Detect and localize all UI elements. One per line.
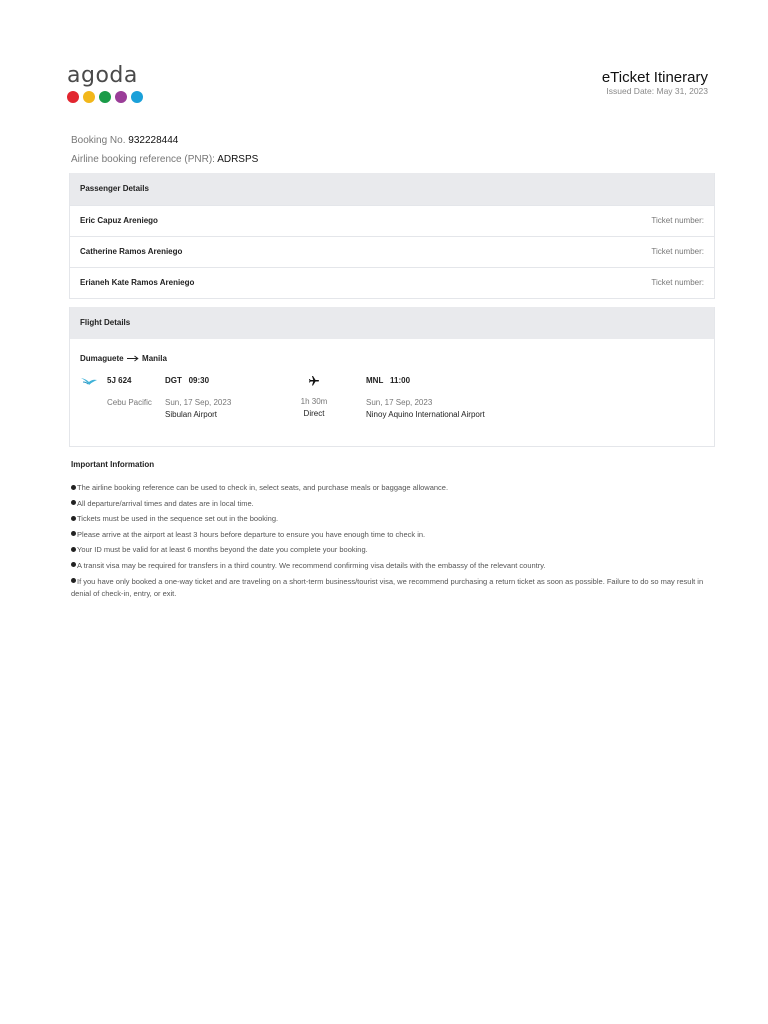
airplane-icon (308, 375, 320, 387)
info-text: Your ID must be valid for at least 6 months beyond the date you complete your booking. (77, 545, 368, 555)
info-text: All departure/arrival times and dates are in local time. (77, 498, 254, 508)
logo-dot-red (67, 91, 79, 103)
arrival-time: 11:00 (390, 376, 411, 385)
flight-duration: 1h 30m (300, 397, 328, 406)
airline-name: Cebu Pacific (107, 398, 152, 407)
info-list-item (71, 513, 711, 525)
page-title: eTicket Itinerary (601, 69, 708, 86)
pnr-value: ADRSPS (217, 154, 259, 165)
ticket-number-label: Ticket number: (651, 247, 704, 256)
passenger-name: Erianeh Kate Ramos Areniego (80, 278, 195, 287)
bullet-icon (71, 500, 76, 505)
info-text: A transit visa may be required for transfers in a third country. We recommend confirming visa details with the embassy of the relevant country. (77, 560, 546, 570)
ticket-number-label: Ticket number: (651, 278, 704, 287)
arrival-date: Sun, 17 Sep, 2023 (366, 398, 433, 407)
logo-dot-purple (115, 91, 127, 103)
route-destination: Manila (142, 354, 167, 363)
departure-airport: Sibulan Airport (165, 410, 218, 419)
flight-details-heading: Flight Details (70, 307, 714, 339)
info-list-item (71, 482, 711, 494)
departure-time: 09:30 (188, 376, 210, 385)
info-list-item (71, 576, 711, 600)
pnr-row (71, 150, 258, 169)
flight-number: 5J 624 (107, 376, 132, 385)
agoda-logo (67, 64, 149, 106)
route-origin: Dumaguete (80, 354, 124, 363)
flight-route (70, 339, 714, 374)
info-list-item (71, 560, 711, 572)
logo-dots (67, 91, 149, 103)
passenger-row (70, 267, 714, 298)
booking-number-row (71, 131, 258, 150)
passenger-name: Eric Capuz Areniego (80, 216, 158, 225)
passenger-details-heading: Passenger Details (70, 173, 714, 205)
info-text: The airline booking reference can be used to check in, select seats, and purchase meals or baggage allowance. (77, 483, 449, 492)
ticket-number-label: Ticket number: (651, 216, 704, 225)
airline-logo-icon (80, 376, 98, 386)
passenger-row (70, 205, 714, 236)
departure-date: Sun, 17 Sep, 2023 (165, 398, 232, 407)
info-text: If you have only booked a one-way ticket and are traveling on a short-term business/tourist visa, we recommend purchasing a return ticket as soon as possible. Failure to do so may result in denial of check-in, entry, or exit. (71, 576, 704, 598)
bullet-icon (71, 485, 76, 490)
pnr-label: Airline booking reference (PNR): (71, 154, 215, 165)
flight-details-section (69, 307, 715, 447)
info-text: Please arrive at the airport at least 3 hours before departure to ensure you have enough time to check in. (77, 529, 426, 539)
logo-wordmark: agoda (67, 63, 138, 88)
issued-date: Issued Date: May 31, 2023 (606, 86, 708, 96)
arrival-airport: Ninoy Aquino International Airport (366, 410, 485, 419)
info-text: Tickets must be used in the sequence set out in the booking. (77, 514, 279, 524)
booking-number-label: Booking No. (71, 135, 126, 146)
bullet-icon (71, 531, 76, 536)
booking-number: 932228444 (128, 135, 179, 146)
bullet-icon (71, 562, 76, 567)
passenger-name: Catherine Ramos Areniego (80, 247, 183, 256)
important-information (71, 460, 711, 603)
logo-dot-blue (131, 91, 143, 103)
flight-segment (70, 374, 714, 446)
flight-stops: Direct (303, 409, 325, 418)
arrow-right-icon (127, 355, 139, 362)
bullet-icon (71, 547, 76, 552)
info-list-item (71, 544, 711, 556)
bullet-icon (71, 578, 76, 583)
important-information-heading: Important Information (71, 460, 155, 469)
logo-dot-green (99, 91, 111, 103)
info-list-item (71, 529, 711, 541)
passenger-details-section (69, 173, 715, 299)
logo-dot-yellow (83, 91, 95, 103)
arrival-code: MNL (366, 376, 384, 385)
departure-code-time (165, 375, 209, 387)
bullet-icon (71, 516, 76, 521)
info-list-item (71, 498, 711, 510)
departure-code: DGT (165, 376, 182, 385)
passenger-row (70, 236, 714, 267)
booking-references (71, 131, 258, 169)
title-block (602, 70, 708, 96)
arrival-code-time (366, 375, 410, 387)
